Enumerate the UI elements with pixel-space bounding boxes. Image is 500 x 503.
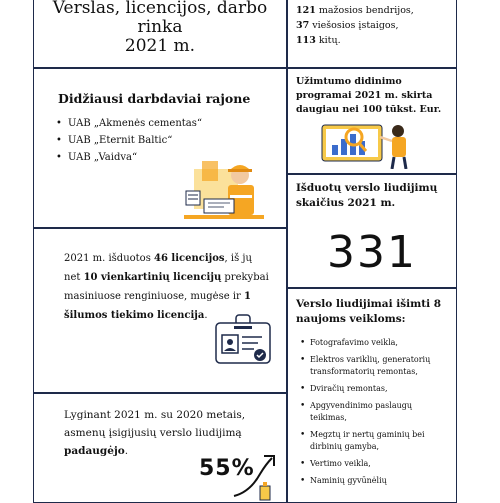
employers-box bbox=[33, 68, 287, 228]
data-analyst-illustration bbox=[310, 119, 445, 169]
list-item: • Apgyvendinimo paslaugų teikimas, bbox=[310, 400, 450, 424]
growth-arrow-icon bbox=[230, 452, 280, 502]
list-item: • Dviračių remontas, bbox=[310, 383, 450, 395]
title-line-3: 2021 m. bbox=[124, 36, 196, 56]
certificates-count-box bbox=[287, 174, 457, 288]
stat-item: 121 mažosios bendrijos, bbox=[296, 5, 414, 16]
title-box bbox=[33, 0, 287, 68]
certificates-heading: Išduotų verslo liudijimų skaičius 2021 m. bbox=[296, 182, 438, 209]
stat-item: 37 viešosios įstaigos, bbox=[296, 20, 399, 31]
growth-percent: 55% bbox=[199, 456, 255, 481]
title-line-2: rinka bbox=[137, 17, 183, 37]
list-item: • Megztų ir nertų gaminių bei dirbinių gamyba, bbox=[310, 429, 450, 453]
employment-program-text: Užimtumo didinimo programai 2021 m. skirta daugiau nei 100 tūkst. Eur. bbox=[296, 76, 442, 115]
list-item: • Naminių gyvūnėlių bbox=[310, 475, 450, 487]
comparison-box bbox=[33, 393, 287, 503]
licenses-box bbox=[33, 228, 287, 393]
page-title bbox=[34, 0, 286, 56]
certificates-count: 331 bbox=[327, 227, 417, 278]
licenses-text: 2021 m. išduotos 46 licencijos, iš jų net 10 vienkartinių licencijų prekybai masiniuose renginiuose, mugėse ir 1 šilumos tiekimo licencija. bbox=[64, 253, 269, 321]
list-item: • Vertimo veikla, bbox=[310, 458, 450, 470]
entity-stats-box bbox=[287, 0, 457, 68]
list-item: • UAB „Vaidva“ bbox=[68, 149, 202, 166]
stat-item: 113 kitų. bbox=[296, 35, 341, 46]
cancelled-activities-heading: Verslo liudijimai išimti 8 naujoms veikloms: bbox=[296, 298, 442, 325]
activities-list bbox=[310, 337, 450, 492]
construction-worker-illustration bbox=[184, 151, 264, 223]
entity-stats bbox=[296, 3, 414, 48]
list-item: • UAB „Akmenės cementas“ bbox=[68, 115, 202, 132]
list-item: • UAB „Eternit Baltic“ bbox=[68, 132, 202, 149]
cancelled-activities-box bbox=[287, 288, 457, 503]
employment-program-box bbox=[287, 68, 457, 174]
comparison-text: Lyginant 2021 m. su 2020 metais, asmenų įsigijusių verslo liudijimą padaugėjo. bbox=[64, 409, 246, 457]
title-line-1: Verslas, licencijos, darbo bbox=[52, 0, 268, 18]
list-item: • Elektros variklių, generatorių transformatorių remontas, bbox=[310, 354, 450, 378]
id-badge-icon bbox=[212, 313, 274, 373]
list-item: • Fotografavimo veikla, bbox=[310, 337, 450, 349]
employers-list bbox=[68, 115, 202, 166]
employers-heading: Didžiausi darbdaviai rajone bbox=[58, 91, 251, 106]
